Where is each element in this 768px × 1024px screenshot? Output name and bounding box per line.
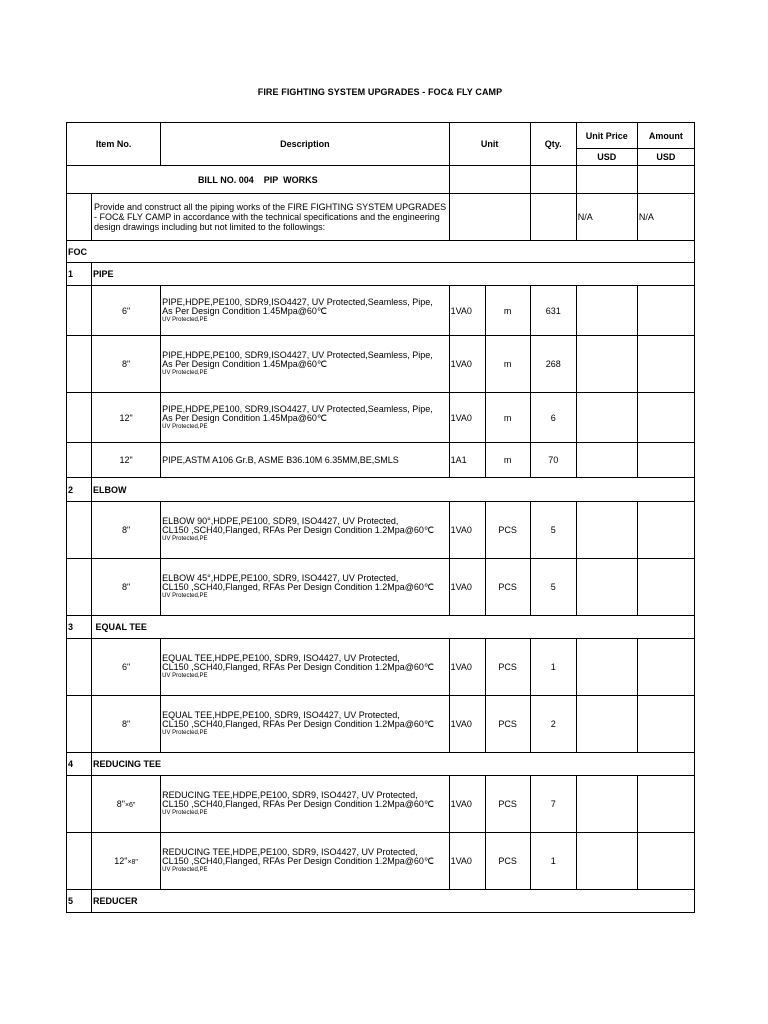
section-name: REDUCING TEE (92, 753, 695, 776)
item-unit: PCS (485, 559, 530, 616)
item-qty: 631 (530, 286, 576, 336)
item-description: PIPE,HDPE,PE100, SDR9,ISO4427, UV Protected,Seamless, Pipe, As Per Design Condition 1.45Mpa@60℃ UV Protected,PE (161, 286, 449, 336)
item-size: 8" (92, 559, 161, 616)
item-qty: 5 (530, 559, 576, 616)
item-qty: 1 (530, 833, 576, 890)
item-note: UV Protected,PE (162, 536, 208, 542)
item-note: UV Protected,PE (162, 423, 208, 430)
section-name: REDUCER (92, 890, 695, 913)
section-row (67, 478, 695, 502)
item-description: REDUCING TEE,HDPE,PE100, SDR9, ISO4427, UV Protected, CL150 ,SCH40,Flanged, RFAs Per Design Condition 1.2Mpa@60℃ UV Protected,PE (161, 833, 449, 890)
header-amount: Amount (637, 123, 694, 149)
item-unit: PCS (485, 696, 530, 753)
item-note: UV Protected,PE (162, 867, 208, 873)
section-name: EQUAL TEE (92, 616, 695, 639)
item-unit: PCS (485, 639, 530, 696)
table-row (67, 639, 695, 696)
item-size: 12"×8" (92, 833, 161, 890)
item-note: UV Protected,PE (162, 810, 208, 816)
item-qty: 1 (530, 639, 576, 696)
item-code: 1VA0 (449, 336, 485, 393)
table-row (67, 393, 695, 443)
header-qty: Qty. (530, 123, 576, 166)
bill-of-quantities-table (66, 122, 695, 913)
item-description: ELBOW 90°,HDPE,PE100, SDR9, ISO4427, UV Protected, CL150 ,SCH40,Flanged, RFAs Per Design Condition 1.2Mpa@60℃ UV Protected,PE (161, 502, 449, 559)
header-description: Description (161, 123, 449, 166)
item-code: 1VA0 (449, 833, 485, 890)
section-row (67, 890, 695, 913)
item-note: UV Protected,PE (162, 593, 208, 599)
section-number: 1 (67, 263, 92, 286)
item-qty: 70 (530, 443, 576, 478)
header-currency-unit-price: USD (576, 149, 637, 166)
header-currency-amount: USD (637, 149, 694, 166)
section-name: PIPE (92, 263, 695, 286)
item-size: 6" (92, 639, 161, 696)
section-row (67, 263, 695, 286)
item-size: 8" (92, 696, 161, 753)
bill-unit-price: N/A (576, 194, 637, 241)
site-row (67, 241, 695, 263)
item-size: 12" (92, 393, 161, 443)
item-unit: PCS (485, 833, 530, 890)
bill-scope-text: Provide and construct all the piping works of the FIRE FIGHTING SYSTEM UPGRADES - FOC& FLY CAMP in accordance with the technical specifications and the engineering design drawings including but not limited to the followings: (92, 194, 450, 241)
bill-scope-row (67, 194, 695, 241)
item-unit: m (485, 286, 530, 336)
item-qty: 5 (530, 502, 576, 559)
item-size: 8" (92, 502, 161, 559)
item-unit: PCS (485, 502, 530, 559)
item-description: PIPE,HDPE,PE100, SDR9,ISO4427, UV Protected,Seamless, Pipe, As Per Design Condition 1.45Mpa@60℃ UV Protected,PE (161, 336, 449, 393)
item-unit: m (485, 393, 530, 443)
table-row (67, 776, 695, 833)
section-row (67, 753, 695, 776)
item-description: ELBOW 45°,HDPE,PE100, SDR9, ISO4427, UV Protected, CL150 ,SCH40,Flanged, RFAs Per Design Condition 1.2Mpa@60℃ UV Protected,PE (161, 559, 449, 616)
document-title: FIRE FIGHTING SYSTEM UPGRADES - FOC& FLY CAMP (257, 87, 503, 97)
item-note: UV Protected,PE (162, 730, 208, 736)
section-number: 3 (67, 616, 92, 639)
header-unit: Unit (449, 123, 530, 166)
item-code: 1VA0 (449, 776, 485, 833)
item-code: 1VA0 (449, 393, 485, 443)
item-code: 1VA0 (449, 559, 485, 616)
item-code: 1VA0 (449, 696, 485, 753)
item-unit: m (485, 443, 530, 478)
section-name: ELBOW (92, 478, 695, 502)
item-qty: 268 (530, 336, 576, 393)
item-size: 8" (92, 336, 161, 393)
section-number: 2 (67, 478, 92, 502)
item-description: REDUCING TEE,HDPE,PE100, SDR9, ISO4427, UV Protected, CL150 ,SCH40,Flanged, RFAs Per Design Condition 1.2Mpa@60℃ UV Protected,PE (161, 776, 449, 833)
item-size: 12" (92, 443, 161, 478)
item-code: 1A1 (449, 443, 485, 478)
bill-title: BILL NO. 004 PIP WORKS (67, 166, 450, 194)
item-size: 8"×6" (92, 776, 161, 833)
item-qty: 7 (530, 776, 576, 833)
section-row (67, 616, 695, 639)
table-row (67, 336, 695, 393)
item-description: PIPE,HDPE,PE100, SDR9,ISO4427, UV Protected,Seamless, Pipe, As Per Design Condition 1.45Mpa@60℃ UV Protected,PE (161, 393, 449, 443)
item-note: UV Protected,PE (162, 316, 208, 323)
item-description: EQUAL TEE,HDPE,PE100, SDR9, ISO4427, UV Protected, CL150 ,SCH40,Flanged, RFAs Per Design Condition 1.2Mpa@60℃ UV Protected,PE (161, 639, 449, 696)
table-row (67, 443, 695, 478)
section-number: 4 (67, 753, 92, 776)
item-qty: 2 (530, 696, 576, 753)
item-size: 6" (92, 286, 161, 336)
item-note: UV Protected,PE (162, 673, 208, 679)
item-description: EQUAL TEE,HDPE,PE100, SDR9, ISO4427, UV Protected, CL150 ,SCH40,Flanged, RFAs Per Design Condition 1.2Mpa@60℃ UV Protected,PE (161, 696, 449, 753)
item-code: 1VA0 (449, 286, 485, 336)
item-qty: 6 (530, 393, 576, 443)
item-code: 1VA0 (449, 639, 485, 696)
item-code: 1VA0 (449, 502, 485, 559)
item-unit: PCS (485, 776, 530, 833)
item-unit: m (485, 336, 530, 393)
bill-title-row (67, 166, 695, 194)
table-row (67, 286, 695, 336)
item-note: UV Protected,PE (162, 370, 208, 376)
table-row (67, 833, 695, 890)
item-description: PIPE,ASTM A106 Gr.B, ASME B36.10M 6.35MM,BE,SMLS (161, 443, 449, 478)
table-row (67, 696, 695, 753)
header-item-no: Item No. (67, 123, 161, 166)
section-number: 5 (67, 890, 92, 913)
site-label: FOC (67, 241, 695, 263)
table-row (67, 559, 695, 616)
table-row (67, 502, 695, 559)
header-unit-price: Unit Price (576, 123, 637, 149)
bill-amount: N/A (637, 194, 694, 241)
header-row (67, 123, 695, 149)
